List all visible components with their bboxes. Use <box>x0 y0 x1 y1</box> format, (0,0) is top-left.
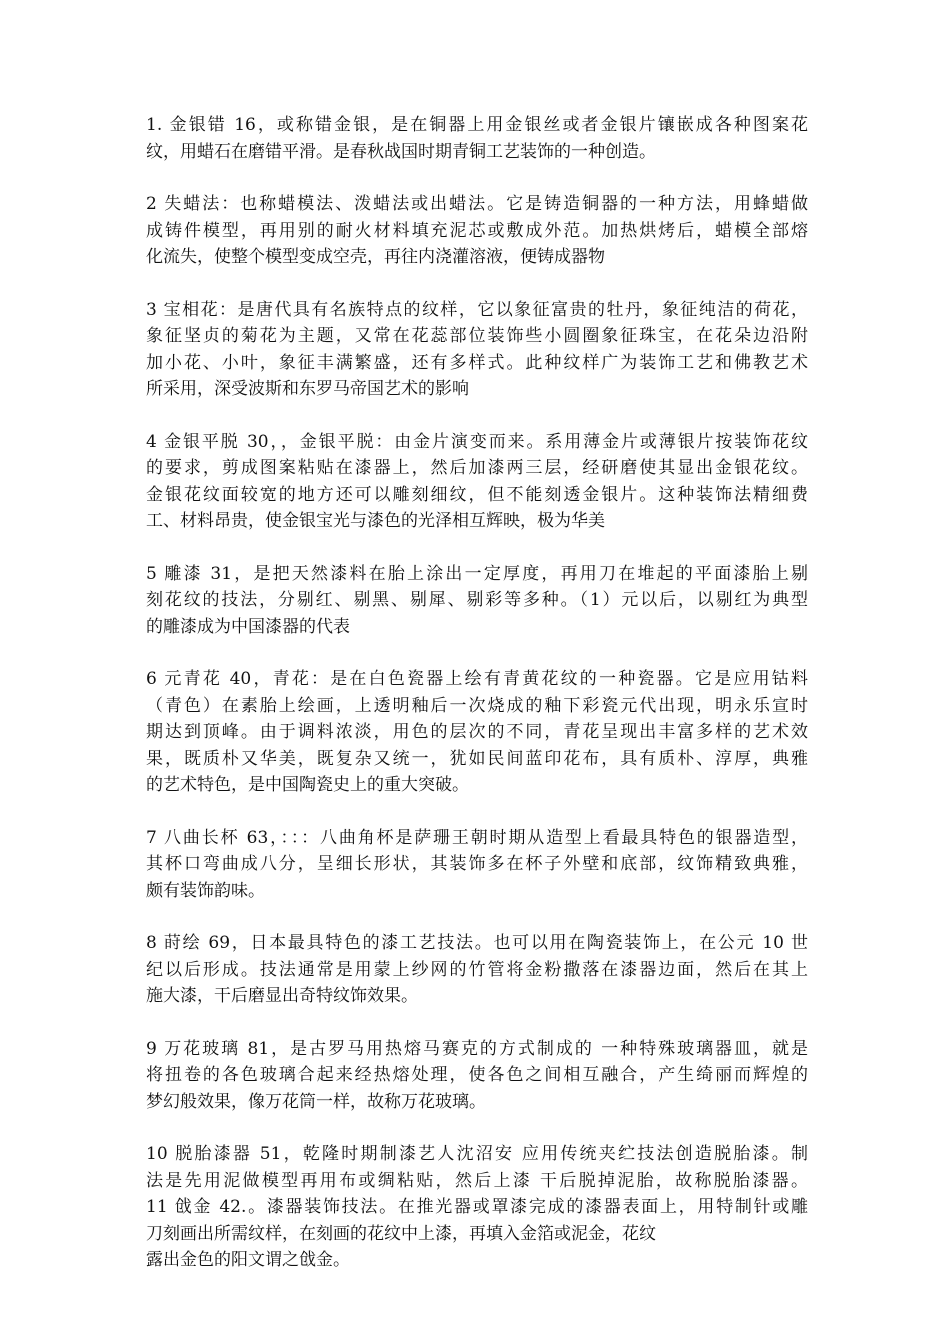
entry-line: 5 雕漆 31，是把天然漆料在胎上涂出一定厚度，再用刀在堆起的平面漆胎上剔 <box>146 563 808 584</box>
entry-line: 的要求，剪成图案粘贴在漆器上，然后加漆两三层，经研磨使其显出金银花纹。 <box>146 458 808 478</box>
entry-line: （青色）在素胎上绘画，上透明釉后一次烧成的釉下彩瓷元代出现，明永乐宣时 <box>146 695 808 716</box>
entry-line: 工、材料昂贵，使金银宝光与漆色的光泽相互辉映，极为华美 <box>146 511 605 531</box>
entry-line: 加小花、小叶，象征丰满繁盛，还有多样式。此种纹样广为装饰工艺和佛教艺术 <box>146 352 808 373</box>
entry-paragraph <box>146 297 808 403</box>
entry-line: 施大漆，干后磨显出奇特纹饰效果。 <box>146 986 418 1006</box>
entry-paragraph <box>146 825 808 905</box>
entry-line: 纪以后形成。技法通常是用蒙上纱网的竹管将金粉撒落在漆器边面，然后在其上 <box>146 959 808 980</box>
entry-line: 的雕漆成为中国漆器的代表 <box>146 616 350 637</box>
entry-line: 8 莳绘 69，日本最具特色的漆工艺技法。也可以用在陶瓷装饰上，在公元 10 世 <box>146 933 808 953</box>
entry-line: 6 元青花 40，青花：是在白色瓷器上绘有青黄花纹的一种瓷器。它是应用钴料 <box>146 669 808 689</box>
entry-line: 化流失，使整个模型变成空壳，再往内浇灌溶液，便铸成器物 <box>146 247 605 267</box>
entry-line: 其杯口弯曲成八分，呈细长形状，其装饰多在杯子外壁和底部，纹饰精致典雅， <box>146 854 808 874</box>
entry-line: 果，既质朴又华美，既复杂又统一，犹如民间蓝印花布，具有质朴、淳厚，典雅 <box>146 748 808 769</box>
entry-paragraph <box>146 930 808 1010</box>
entry-paragraph <box>146 561 808 641</box>
entry-line: 11 戗金 42.。漆器装饰技法。在推光器或罩漆完成的漆器表面上，用特制针或雕 <box>146 1197 808 1217</box>
entry-paragraph <box>146 191 808 271</box>
entry-line: 10 脱胎漆器 51，乾隆时期制漆艺人沈沼安 应用传统夹纻技法创造脱胎漆。制 <box>146 1144 808 1164</box>
entry-line: 纹，用蜡石在磨错平滑。是春秋战国时期青铜工艺装饰的一种创造。 <box>146 141 656 162</box>
entry-line: 梦幻般效果，像万花筒一样，故称万花玻璃。 <box>146 1091 486 1112</box>
entry-line: 2 失蜡法：也称蜡模法、泼蜡法或出蜡法。它是铸造铜器的一种方法，用蜂蜡做 <box>146 194 808 214</box>
entry-line: 所采用，深受波斯和东罗马帝国艺术的影响 <box>146 379 469 399</box>
entry-paragraph <box>146 429 808 535</box>
entry-paragraph <box>146 112 808 165</box>
entry-line: 法是先用泥做模型再用布或绸粘贴，然后上漆 干后脱掉泥胎，故称脱胎漆器。 <box>146 1170 808 1191</box>
entry-line: 颇有装饰韵味。 <box>146 880 265 901</box>
entry-line: 刻花纹的技法，分剔红、剔黑、剔犀、剔彩等多种。（1）元以后，以剔红为典型 <box>146 590 808 610</box>
entry-line: 7 八曲长杯 63，：：：八曲角杯是萨珊王朝时期从造型上看最具特色的银器造型， <box>146 827 808 848</box>
entry-line: 将扭卷的各色玻璃合起来经热熔处理，使各色之间相互融合，产生绮丽而辉煌的 <box>146 1065 808 1085</box>
entry-paragraph <box>146 1036 808 1116</box>
entry-paragraph <box>146 1141 808 1274</box>
document-body <box>146 112 808 1300</box>
entry-paragraph <box>146 666 808 799</box>
entry-line: 3 宝相花：是唐代具有名族特点的纹样，它以象征富贵的牡丹，象征纯洁的荷花， <box>146 299 808 320</box>
entry-line: 1. 金银错 16，或称错金银，是在铜器上用金银丝或者金银片镶嵌成各种图案花 <box>146 115 808 135</box>
entry-line: 金银花纹面较宽的地方还可以雕刻细纹，但不能刻透金银片。这种装饰法精细费 <box>146 484 808 505</box>
entry-line: 象征坚贞的菊花为主题，又常在花蕊部位装饰些小圆圈象征珠宝，在花朵边沿附 <box>146 326 808 346</box>
entry-line: 刀刻画出所需纹样，在刻画的花纹中上漆，再填入金箔或泥金，花纹 <box>146 1223 656 1244</box>
entry-line: 露出金色的阳文谓之戗金。 <box>146 1250 350 1270</box>
entry-line: 4 金银平脱 30，，金银平脱：由金片演变而来。系用薄金片或薄银片按装饰花纹 <box>146 431 808 452</box>
entry-line: 9 万花玻璃 81，是古罗马用热熔马赛克的方式制成的 一种特殊玻璃器皿，就是 <box>146 1038 808 1059</box>
entry-line: 的艺术特色，是中国陶瓷史上的重大突破。 <box>146 775 469 795</box>
entry-line: 期达到顶峰。由于调料浓淡，用色的层次的不同，青花呈现出丰富多样的艺术效 <box>146 722 808 742</box>
entry-line: 成铸件模型，再用别的耐火材料填充泥芯或敷成外范。加热烘烤后，蜡模全部熔 <box>146 220 808 241</box>
